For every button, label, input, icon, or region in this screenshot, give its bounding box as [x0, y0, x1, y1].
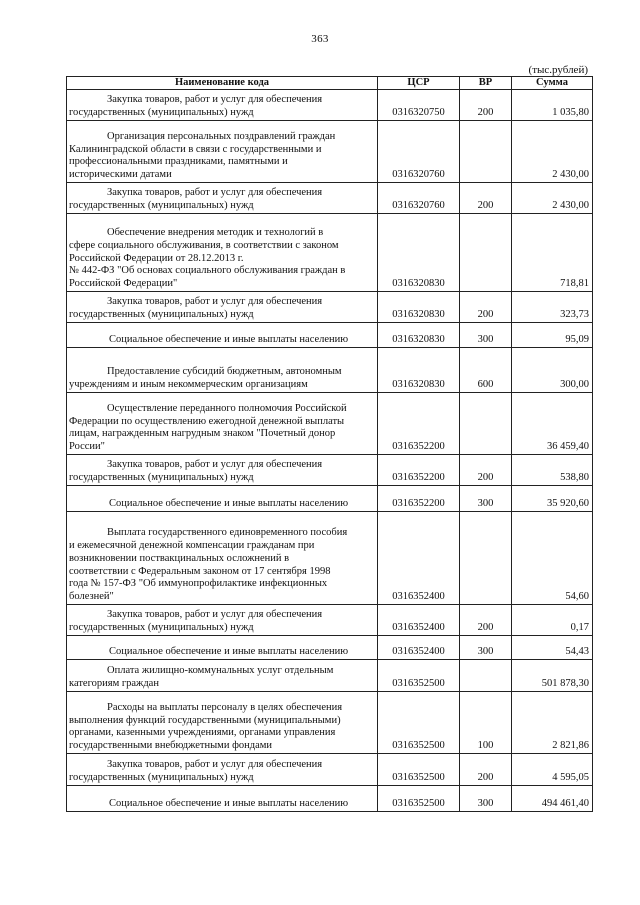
row-csr: 0316352200 [378, 393, 460, 455]
page-number: 363 [311, 33, 329, 45]
row-name [67, 214, 378, 292]
table-row [67, 455, 593, 486]
row-name [67, 486, 378, 512]
row-name-line: государственных (муниципальных) нужд [69, 107, 254, 119]
row-sum: 4 595,05 [512, 754, 593, 786]
header-name: Наименование кода [67, 77, 378, 90]
row-name [67, 455, 378, 486]
row-name [67, 292, 378, 323]
row-name-line: Выплата государственного единовременного пособия [107, 527, 348, 539]
row-name-line: Закупка товаров, работ и услуг для обеспечения [107, 187, 323, 199]
row-vr: 200 [460, 605, 512, 636]
table-row [67, 323, 593, 348]
row-vr [460, 393, 512, 455]
row-sum: 501 878,30 [512, 660, 593, 692]
table-row [67, 605, 593, 636]
row-name-line: Расходы на выплаты персоналу в целях обеспечения [107, 701, 343, 713]
row-name-line: учреждениям и иным некоммерческим организациям [69, 379, 308, 391]
table-row [67, 754, 593, 786]
table-row [67, 486, 593, 512]
row-name-line: Закупка товаров, работ и услуг для обеспечения [107, 609, 323, 621]
row-sum: 1 035,80 [512, 90, 593, 121]
row-name-line: государственных (муниципальных) нужд [69, 622, 254, 634]
row-sum: 538,80 [512, 455, 593, 486]
row-name-line: России" [69, 441, 105, 453]
row-vr [460, 214, 512, 292]
row-name-line: выполнения функций государственными (муниципальными) [69, 714, 341, 726]
row-name [67, 512, 378, 605]
row-name [67, 786, 378, 812]
row-csr: 0316320830 [378, 323, 460, 348]
row-vr: 200 [460, 754, 512, 786]
row-sum: 36 459,40 [512, 393, 593, 455]
units-label: (тыс.рублей) [528, 64, 588, 76]
row-vr: 600 [460, 348, 512, 393]
row-name-line: Осуществление переданного полномочия Российской [107, 402, 347, 414]
row-name-line: Социальное обеспечение и иные выплаты населению [109, 646, 349, 658]
row-name-line: Организация персональных поздравлений граждан [107, 130, 336, 142]
table-row [67, 393, 593, 455]
row-name-line: Обеспечение внедрения методик и технологий в [107, 227, 324, 239]
row-name-line: Оплата жилищно-коммунальных услуг отдельным [107, 665, 334, 677]
row-csr: 0316352200 [378, 455, 460, 486]
row-name [67, 692, 378, 754]
table-row [67, 660, 593, 692]
budget-table [66, 76, 593, 812]
row-csr: 0316352200 [378, 486, 460, 512]
row-name [67, 121, 378, 183]
row-vr: 300 [460, 486, 512, 512]
row-vr [460, 121, 512, 183]
row-name-line: Социальное обеспечение и иные выплаты населению [109, 798, 349, 810]
row-name-line: государственных (муниципальных) нужд [69, 472, 254, 484]
row-name [67, 348, 378, 393]
row-sum: 323,73 [512, 292, 593, 323]
row-csr: 0316320760 [378, 121, 460, 183]
row-name-line: государственными внебюджетными фондами [69, 740, 273, 752]
row-name-line: Социальное обеспечение и иные выплаты населению [109, 498, 349, 510]
row-csr: 0316352500 [378, 660, 460, 692]
row-vr: 200 [460, 183, 512, 214]
row-sum: 95,09 [512, 323, 593, 348]
row-name [67, 636, 378, 660]
row-name [67, 323, 378, 348]
row-name [67, 183, 378, 214]
header-csr: ЦСР [378, 77, 460, 90]
table-row [67, 692, 593, 754]
table-row [67, 512, 593, 605]
row-name-line: Калининградской области в связи с государственными и [69, 143, 322, 155]
table-row [67, 183, 593, 214]
table-row [67, 636, 593, 660]
row-sum: 718,81 [512, 214, 593, 292]
row-csr: 0316320760 [378, 183, 460, 214]
row-vr: 200 [460, 292, 512, 323]
row-name [67, 90, 378, 121]
row-name-line: Федерации по осуществлению ежегодной денежной выплаты [69, 415, 345, 427]
row-name-line: Социальное обеспечение и иные выплаты населению [109, 334, 349, 346]
row-csr: 0316320830 [378, 348, 460, 393]
row-name-line: болезней" [69, 591, 114, 603]
row-sum: 2 821,86 [512, 692, 593, 754]
row-vr [460, 512, 512, 605]
row-vr: 300 [460, 636, 512, 660]
row-name-line: категориям граждан [69, 678, 159, 690]
row-name-line: года № 157-ФЗ "Об иммунопрофилактике инфекционных [69, 578, 328, 590]
row-name [67, 605, 378, 636]
row-name [67, 754, 378, 786]
row-vr: 300 [460, 786, 512, 812]
row-sum: 300,00 [512, 348, 593, 393]
row-csr: 0316320830 [378, 292, 460, 323]
row-name-line: государственных (муниципальных) нужд [69, 200, 254, 212]
row-sum: 35 920,60 [512, 486, 593, 512]
row-name-line: Закупка товаров, работ и услуг для обеспечения [107, 94, 323, 106]
row-name-line: профессиональными праздниками, памятными и [69, 156, 288, 168]
row-name-line: государственных (муниципальных) нужд [69, 772, 254, 784]
row-name-line: Предоставление субсидий бюджетным, автономным [107, 366, 342, 378]
row-name-line: соответствии с Федеральным законом от 17 сентября 1998 [69, 565, 331, 577]
row-csr: 0316320830 [378, 214, 460, 292]
row-name [67, 660, 378, 692]
row-csr: 0316320750 [378, 90, 460, 121]
table-row [67, 786, 593, 812]
row-csr: 0316352500 [378, 692, 460, 754]
row-vr [460, 660, 512, 692]
row-name-line: государственных (муниципальных) нужд [69, 309, 254, 321]
table-header-row [67, 77, 593, 90]
row-sum: 54,60 [512, 512, 593, 605]
row-sum: 54,43 [512, 636, 593, 660]
row-name-line: № 442-ФЗ "Об основах социального обслуживания граждан в [69, 265, 346, 277]
row-name-line: и ежемесячной денежной компенсации гражданам при [69, 540, 315, 552]
row-csr: 0316352500 [378, 754, 460, 786]
table-row [67, 292, 593, 323]
row-vr: 200 [460, 90, 512, 121]
row-vr: 100 [460, 692, 512, 754]
row-vr: 300 [460, 323, 512, 348]
row-name-line: органами, казенными учреждениями, органами управления [69, 727, 336, 739]
row-csr: 0316352400 [378, 605, 460, 636]
row-name-line: сфере социального обслуживания, в соответствии с законом [69, 239, 339, 251]
header-vr: ВР [460, 77, 512, 90]
row-csr: 0316352400 [378, 636, 460, 660]
row-name-line: Закупка товаров, работ и услуг для обеспечения [107, 296, 323, 308]
table-row [67, 90, 593, 121]
row-name [67, 393, 378, 455]
row-csr: 0316352400 [378, 512, 460, 605]
row-sum: 0,17 [512, 605, 593, 636]
table-row [67, 348, 593, 393]
row-sum: 2 430,00 [512, 183, 593, 214]
row-csr: 0316352500 [378, 786, 460, 812]
row-name-line: лицам, награжденным нагрудным знаком "Почетный донор [69, 428, 336, 440]
row-name-line: Российской Федерации от 28.12.2013 г. [69, 252, 244, 264]
header-sum: Сумма [512, 77, 593, 90]
row-name-line: Закупка товаров, работ и услуг для обеспечения [107, 459, 323, 471]
row-sum: 2 430,00 [512, 121, 593, 183]
row-name-line: историческими датами [69, 169, 172, 181]
row-name-line: Закупка товаров, работ и услуг для обеспечения [107, 759, 323, 771]
row-name-line: Российской Федерации" [69, 278, 178, 290]
table-row [67, 214, 593, 292]
table-row [67, 121, 593, 183]
row-sum: 494 461,40 [512, 786, 593, 812]
row-name-line: возникновении поствакцинальных осложнений в [69, 552, 290, 564]
row-vr: 200 [460, 455, 512, 486]
